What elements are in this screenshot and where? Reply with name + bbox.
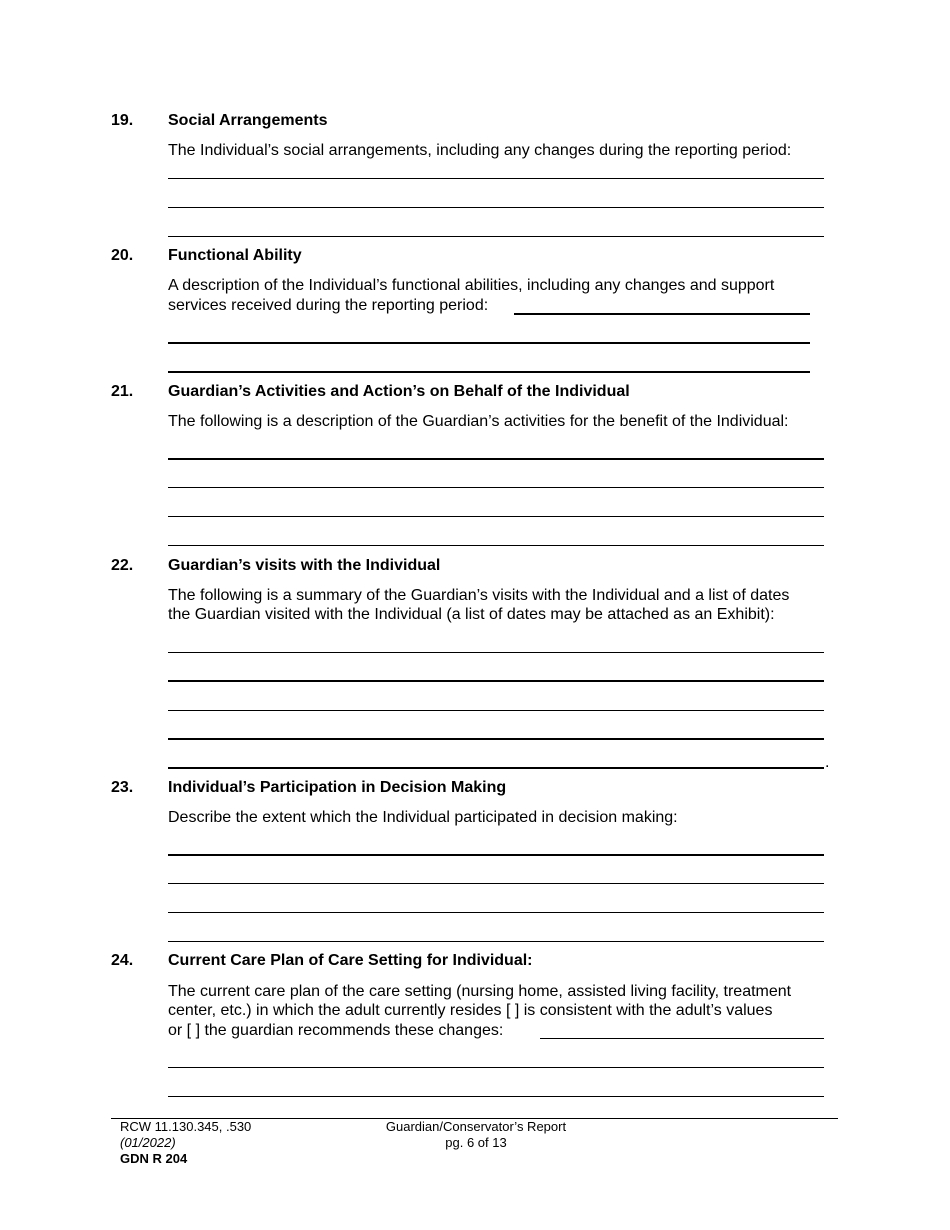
- section-24-title: Current Care Plan of Care Setting for Individual:: [168, 952, 533, 969]
- section-23-text: Describe the extent which the Individual participated in decision making:: [168, 809, 678, 826]
- answer-line[interactable]: [168, 738, 824, 740]
- answer-line[interactable]: [168, 680, 824, 682]
- answer-line[interactable]: [168, 371, 810, 373]
- answer-line[interactable]: [540, 1038, 824, 1039]
- answer-line[interactable]: [168, 883, 824, 884]
- answer-line[interactable]: [168, 516, 824, 517]
- answer-line[interactable]: [168, 487, 824, 488]
- answer-line[interactable]: [168, 710, 824, 711]
- answer-line[interactable]: [168, 1096, 824, 1097]
- trailing-period: .: [825, 754, 830, 771]
- answer-line[interactable]: [168, 342, 810, 344]
- answer-line[interactable]: [168, 236, 824, 237]
- answer-line[interactable]: [168, 1067, 824, 1068]
- answer-line[interactable]: [168, 178, 824, 179]
- answer-line[interactable]: [168, 545, 824, 546]
- answer-line[interactable]: [168, 767, 824, 769]
- section-20-number: 20.: [111, 247, 134, 264]
- section-19-number: 19.: [111, 112, 134, 129]
- section-21-title: Guardian’s Activities and Action’s on Behalf of the Individual: [168, 383, 630, 400]
- section-24-number: 24.: [111, 952, 134, 969]
- answer-line[interactable]: [168, 912, 824, 913]
- section-24-text-line3: or [ ] the guardian recommends these changes:: [168, 1022, 504, 1039]
- section-20-title: Functional Ability: [168, 247, 302, 264]
- answer-line[interactable]: [168, 941, 824, 942]
- section-24-text-line2: center, etc.) in which the adult currently resides [ ] is consistent with the adult’s values: [168, 1002, 773, 1019]
- footer-revision: (01/2022): [120, 1135, 176, 1150]
- answer-line[interactable]: [168, 458, 824, 460]
- answer-line[interactable]: [514, 313, 810, 315]
- footer-form-id: GDN R 204: [120, 1151, 188, 1166]
- section-21-number: 21.: [111, 383, 134, 400]
- section-23-title: Individual’s Participation in Decision Making: [168, 779, 507, 796]
- answer-line[interactable]: [168, 207, 824, 208]
- answer-line[interactable]: [168, 652, 824, 653]
- section-24-text-line1: The current care plan of the care setting (nursing home, assisted living facility, treatment: [168, 983, 792, 1000]
- answer-line[interactable]: [168, 854, 824, 856]
- footer-form-title: Guardian/Conservator’s Report: [385, 1119, 567, 1134]
- section-22-text-line2: the Guardian visited with the Individual (a list of dates may be attached as an Exhibit):: [168, 606, 775, 623]
- section-20-text-line1: A description of the Individual’s functional abilities, including any changes and support: [168, 277, 775, 294]
- section-19-text: The Individual’s social arrangements, including any changes during the reporting period:: [168, 142, 792, 159]
- section-23-number: 23.: [111, 779, 134, 796]
- section-20-text-line2: services received during the reporting period:: [168, 297, 489, 314]
- section-22-title: Guardian’s visits with the Individual: [168, 557, 441, 574]
- section-22-text-line1: The following is a summary of the Guardian’s visits with the Individual and a list of dates: [168, 587, 790, 604]
- section-19-title: Social Arrangements: [168, 112, 328, 129]
- section-21-text: The following is a description of the Guardian’s activities for the benefit of the Individual:: [168, 413, 789, 430]
- footer-statute: RCW 11.130.345, .530: [120, 1119, 252, 1134]
- footer-page-number: pg. 6 of 13: [445, 1135, 507, 1150]
- section-22-number: 22.: [111, 557, 134, 574]
